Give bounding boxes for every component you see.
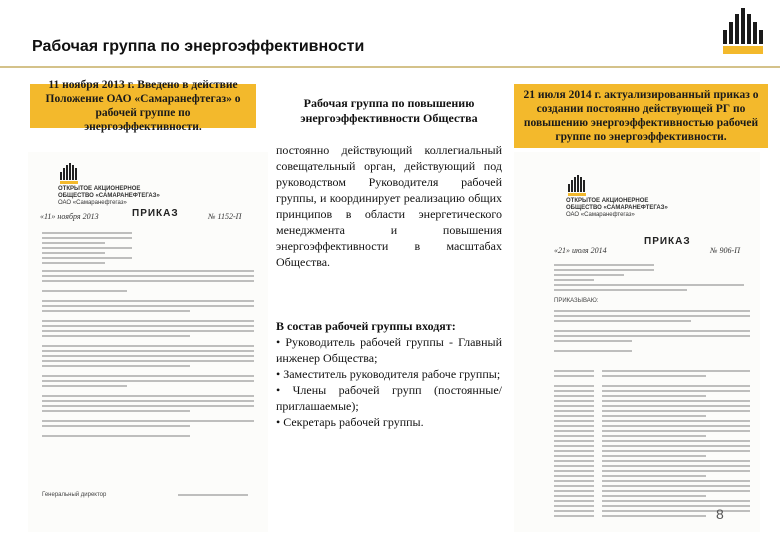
page-number: 8	[716, 506, 724, 522]
list-item: • Заместитель руководителя рабоче группы;	[276, 366, 502, 382]
doc-date: «21» июля 2014	[554, 246, 607, 255]
slide-title: Рабочая группа по энергоэффективности	[32, 38, 365, 55]
doc-org-name: ОТКРЫТОЕ АКЦИОНЕРНОЕ ОБЩЕСТВО «САМАРАНЕФТЕГАЗ» ОАО «Самаранефтегаз»	[58, 186, 160, 206]
doc-section-label: ПРИКАЗЫВАЮ:	[554, 298, 599, 304]
document-scan-right	[514, 152, 760, 532]
doc-text-lines	[42, 232, 132, 267]
members-heading: В состав рабочей группы входят:	[276, 319, 456, 333]
callout-left: 11 ноября 2013 г. Введено в действие Положение ОАО «Самаранефтегаз» о рабочей группе по энергоэффективности.	[30, 84, 256, 128]
doc-prikaz: ПРИКАЗ	[132, 208, 179, 219]
document-scan-left	[28, 152, 268, 532]
doc-logo-icon	[58, 162, 80, 184]
title-divider	[0, 66, 780, 68]
doc-text-lines	[554, 264, 654, 284]
doc-member-roles	[602, 370, 750, 520]
doc-number: № 1152-П	[208, 212, 242, 221]
list-item: • Руководитель рабочей группы - Главный инженер Общества;	[276, 334, 502, 366]
members-list	[276, 334, 502, 430]
callout-right: 21 июля 2014 г. актуализированный приказ о создании постоянно действующей РГ по повышению энергоэффективностью рабочей группе по энергоэффективности.	[514, 84, 768, 148]
list-item: • Члены рабочей групп (постоянные/приглашаемые);	[276, 382, 502, 414]
doc-prikaz: ПРИКАЗ	[644, 236, 691, 247]
doc-number: № 906-П	[710, 246, 740, 255]
center-heading: Рабочая группа по повышению энергоэффективности Общества	[300, 96, 478, 125]
doc-member-names	[554, 370, 594, 520]
list-item: • Секретарь рабочей группы.	[276, 414, 502, 430]
doc-text-lines	[554, 284, 744, 294]
doc-org-name: ОТКРЫТОЕ АКЦИОНЕРНОЕ ОБЩЕСТВО «САМАРАНЕФТЕГАЗ» ОАО «Самаранефтегаз»	[566, 198, 668, 218]
doc-text-lines	[42, 270, 254, 440]
doc-logo-icon	[566, 174, 588, 196]
company-logo-icon	[720, 6, 766, 56]
doc-text-lines	[554, 310, 750, 360]
doc-date: «11» ноября 2013	[40, 212, 99, 221]
doc-signature-line	[178, 494, 248, 499]
doc-signature: Генеральный директор	[42, 492, 107, 498]
center-body: постоянно действующий коллегиальный совещательный орган, действующий под руководством Руководителя рабочей группы, и координирует реализацию общих принципов в области энергетического менеджмента и повышения энергоэффективности в масштабах Общества.	[276, 143, 502, 269]
